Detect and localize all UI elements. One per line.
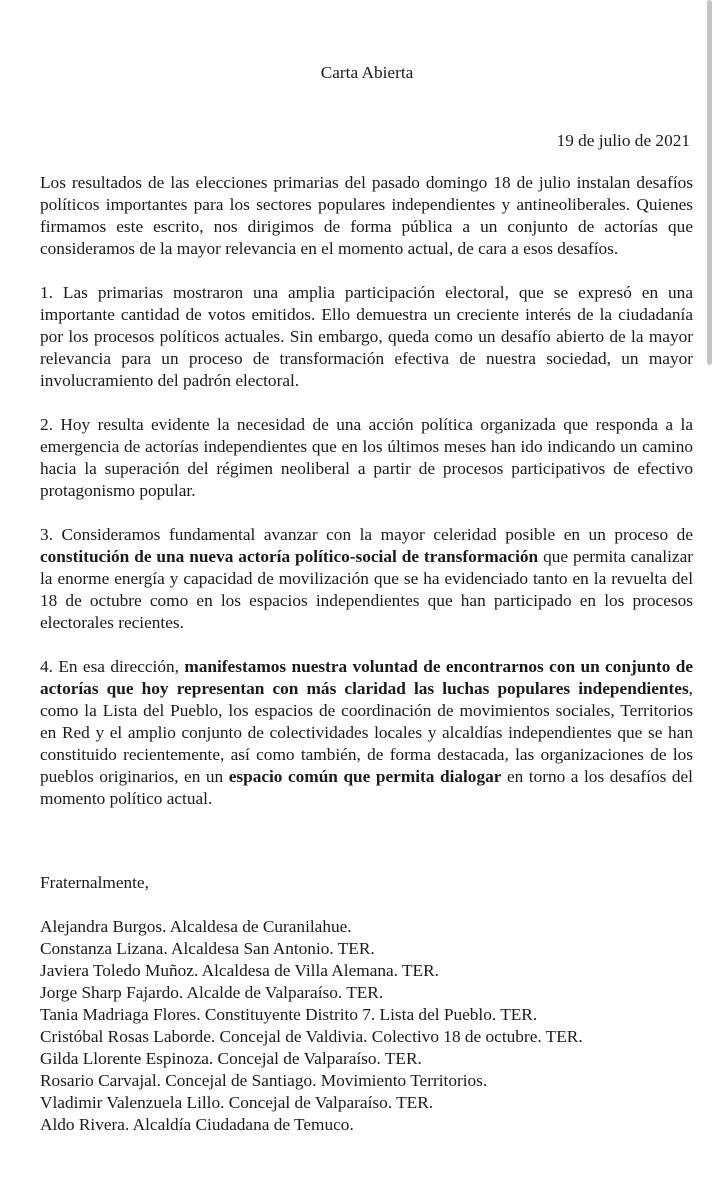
signatory: Cristóbal Rosas Laborde. Concejal de Valdivia. Colectivo 18 de octubre. TER. bbox=[40, 1027, 583, 1046]
point-3-paragraph bbox=[40, 524, 693, 634]
point-3-bold-text: constitución de una nueva actoría político-social de transformación bbox=[40, 547, 539, 566]
scrollbar-thumb[interactable] bbox=[707, 0, 712, 365]
point-4-text-after: en torno a los desafíos del momento político actual. bbox=[40, 767, 693, 808]
signatory: Rosario Carvajal. Concejal de Santiago. Movimiento Territorios. bbox=[40, 1071, 488, 1090]
letter-title: Carta Abierta bbox=[320, 63, 414, 82]
point-4-text-before: 4. En esa dirección, bbox=[40, 657, 185, 676]
signatory: Constanza Lizana. Alcaldesa San Antonio. TER. bbox=[40, 939, 375, 958]
signatory: Jorge Sharp Fajardo. Alcalde de Valparaíso. TER. bbox=[40, 983, 384, 1002]
point-1-paragraph: 1. Las primarias mostraron una amplia participación electoral, que se expresó en una importante cantidad de votos emitidos. Ello demuestra un creciente interés de la ciudadanía por los procesos políticos actuales. Sin embargo, queda como un desafío abierto de la mayor relevancia para un proceso de transformación efectiva de nuestra sociedad, un mayor involucramiento del padrón electoral. bbox=[40, 283, 693, 390]
letter-date: 19 de julio de 2021 bbox=[556, 131, 690, 150]
vertical-scrollbar[interactable] bbox=[704, 0, 714, 1200]
point-3-text-before: 3. Consideramos fundamental avanzar con la mayor celeridad posible en un proceso de bbox=[40, 525, 693, 544]
signatory: Alejandra Burgos. Alcaldesa de Curanilahue. bbox=[40, 917, 352, 936]
point-2-paragraph: 2. Hoy resulta evidente la necesidad de una acción política organizada que responda a la emergencia de actorías independientes que en los últimos meses han ido indicando un camino hacia la superación del régimen neoliberal a partir de procesos participativos de efectivo protagonismo popular. bbox=[40, 415, 693, 500]
signatories-list bbox=[40, 916, 583, 1136]
point-4-paragraph bbox=[40, 656, 693, 810]
signatory: Vladimir Valenzuela Lillo. Concejal de Valparaíso. TER. bbox=[40, 1093, 434, 1112]
signatory: Javiera Toledo Muñoz. Alcaldesa de Villa Alemana. TER. bbox=[40, 961, 439, 980]
signatory: Aldo Rivera. Alcaldía Ciudadana de Temuco. bbox=[40, 1115, 354, 1134]
point-3-text-after: que permita canalizar la enorme energía y capacidad de movilización que se ha evidenciado tanto en la revuelta del 18 de octubre como en los espacios independientes que han participado en los procesos electorales recientes. bbox=[40, 547, 694, 632]
signatory: Gilda Llorente Espinoza. Concejal de Valparaíso. TER. bbox=[40, 1049, 422, 1068]
point-4-bold-text-1: manifestamos nuestra voluntad de encontrarnos con un conjunto de actorías que hoy representan con más claridad las luchas populares independientes bbox=[40, 657, 693, 698]
point-4-bold-text-2: espacio común que permita dialogar bbox=[228, 767, 502, 786]
signatory: Tania Madriaga Flores. Constituyente Distrito 7. Lista del Pueblo. TER. bbox=[40, 1005, 538, 1024]
intro-paragraph: Los resultados de las elecciones primarias del pasado domingo 18 de julio instalan desafíos políticos importantes para los sectores populares independientes y antineoliberales. Quienes firmamos este escrito, nos dirigimos de forma pública a un conjunto de actorías que consideramos de la mayor relevancia en el momento actual, de cara a esos desafíos. bbox=[40, 173, 693, 258]
closing-salutation: Fraternalmente, bbox=[40, 873, 149, 892]
letter-body bbox=[40, 172, 693, 832]
point-4-text-middle: , como la Lista del Pueblo, los espacios de coordinación de movimientos sociales, Territorios en Red y el amplio conjunto de colectividades locales y alcaldías independientes que se han constituido recientemente, así como también, de forma destacada, las organizaciones de los pueblos originarios, en un bbox=[40, 679, 693, 786]
